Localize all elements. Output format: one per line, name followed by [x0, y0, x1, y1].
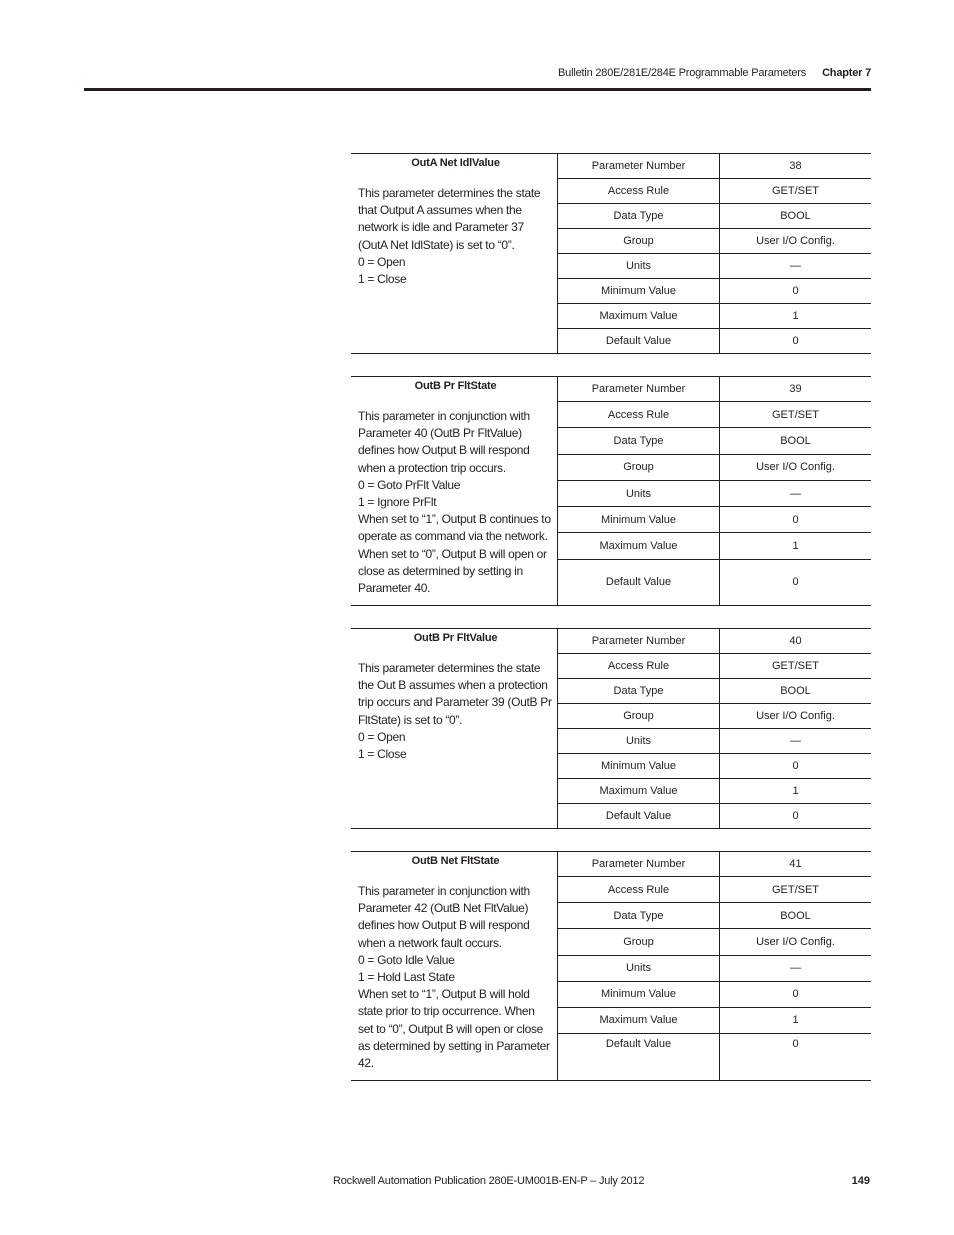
- row-value: BOOL: [720, 679, 872, 704]
- row-value: 1: [720, 304, 872, 329]
- row-label: Units: [558, 480, 720, 506]
- description-line: when a protection trip occurs.: [358, 460, 506, 475]
- description-line: when a network fault occurs.: [358, 935, 502, 950]
- description-line: operate as command via the network.: [358, 529, 548, 544]
- parameter-table: [351, 376, 871, 606]
- description-line: 0 = Goto Idle Value: [358, 952, 455, 967]
- description-line: that Output A assumes when the: [358, 203, 522, 218]
- description-line: When set to “1”, Output B continues to: [358, 512, 551, 527]
- row-label: Default Value: [558, 559, 720, 606]
- header-chapter: Chapter 7: [822, 67, 871, 79]
- row-label: Units: [558, 254, 720, 279]
- row-label: Access Rule: [558, 654, 720, 679]
- row-value: —: [720, 729, 872, 754]
- description-line: 0 = Goto PrFlt Value: [358, 477, 461, 492]
- parameter-description: [358, 185, 553, 288]
- row-label: Minimum Value: [558, 981, 720, 1007]
- description-line: 0 = Open: [358, 729, 406, 744]
- page-number: 149: [851, 1175, 870, 1187]
- row-label: Access Rule: [558, 877, 720, 903]
- description-line: FltState) is set to “0”.: [358, 712, 463, 727]
- row-value: User I/O Config.: [720, 929, 872, 955]
- description-line: 1 = Ignore PrFlt: [358, 495, 437, 510]
- row-value: 38: [789, 160, 802, 172]
- row-value: 1: [720, 533, 872, 559]
- description-line: state prior to trip occurrence. When: [358, 1004, 535, 1019]
- row-value: 1: [720, 1007, 872, 1033]
- row-label: Minimum Value: [558, 279, 720, 304]
- header-rule: [84, 88, 871, 91]
- row-value: —: [720, 480, 872, 506]
- description-line: When set to “1”, Output B will hold: [358, 987, 530, 1002]
- row-label: Parameter Number: [558, 154, 720, 179]
- description-line: 0 = Open: [358, 254, 406, 269]
- row-value: —: [720, 254, 872, 279]
- description-line: the Out B assumes when a protection: [358, 678, 548, 693]
- description-line: 42.: [358, 1056, 374, 1071]
- parameter-description-cell: [351, 377, 558, 606]
- row-label: Maximum Value: [558, 533, 720, 559]
- description-line: This parameter in conjunction with: [358, 884, 530, 898]
- description-line: This parameter determines the state: [358, 186, 541, 200]
- parameter-name: OutB Pr FltValue: [413, 632, 498, 644]
- row-label: Data Type: [558, 903, 720, 929]
- row-value: GET/SET: [720, 654, 872, 679]
- row-label: Parameter Number: [558, 629, 720, 654]
- parameter-description: [358, 408, 553, 597]
- running-header: [558, 67, 871, 79]
- parameter-table: [351, 628, 871, 829]
- row-label: Default Value: [558, 804, 720, 829]
- row-value: 0: [720, 1033, 872, 1080]
- row-label: Maximum Value: [558, 1007, 720, 1033]
- row-value: 0: [720, 329, 872, 354]
- parameter-table: [351, 851, 871, 1081]
- row-value: 40: [789, 635, 802, 647]
- parameter-name: OutB Pr FltState: [414, 380, 497, 392]
- description-line: (OutA Net IdlState) is set to “0”.: [358, 237, 515, 252]
- row-value: User I/O Config.: [720, 454, 872, 480]
- description-line: This parameter determines the state: [358, 661, 541, 675]
- row-label: Maximum Value: [558, 304, 720, 329]
- description-line: as determined by setting in Parameter: [358, 1038, 550, 1053]
- row-label: Group: [558, 454, 720, 480]
- row-label: Data Type: [558, 679, 720, 704]
- description-line: network is idle and Parameter 37: [358, 220, 524, 235]
- description-line: defines how Output B will respond: [358, 443, 530, 458]
- parameter-description: [358, 883, 553, 1072]
- description-line: This parameter in conjunction with: [358, 409, 530, 423]
- row-label: Group: [558, 704, 720, 729]
- row-label: Units: [558, 729, 720, 754]
- row-value: GET/SET: [720, 179, 872, 204]
- parameter-name: OutA Net IdlValue: [411, 157, 500, 169]
- row-label: Data Type: [558, 204, 720, 229]
- description-line: defines how Output B will respond: [358, 918, 530, 933]
- parameter-name: OutB Net FltState: [411, 855, 500, 867]
- row-value: GET/SET: [720, 402, 872, 428]
- row-value: 0: [720, 754, 872, 779]
- row-value: 39: [789, 383, 802, 396]
- row-value: BOOL: [720, 204, 872, 229]
- description-line: 1 = Close: [358, 747, 407, 762]
- description-line: 1 = Close: [358, 272, 407, 287]
- row-value: BOOL: [720, 903, 872, 929]
- row-value: User I/O Config.: [720, 704, 872, 729]
- row-label: Maximum Value: [558, 779, 720, 804]
- description-line: When set to “0”, Output B will open or: [358, 546, 547, 561]
- row-value: —: [720, 955, 872, 981]
- description-line: Parameter 40 (OutB Pr FltValue): [358, 426, 522, 441]
- description-line: 1 = Hold Last State: [358, 970, 455, 985]
- row-value: 0: [720, 507, 872, 533]
- parameter-description-cell: [351, 852, 558, 1081]
- description-line: trip occurs and Parameter 39 (OutB Pr: [358, 695, 552, 710]
- description-line: set to “0”, Output B will open or close: [358, 1021, 544, 1036]
- row-label: Default Value: [558, 1033, 720, 1080]
- row-value: 0: [720, 279, 872, 304]
- parameter-description-cell: [351, 629, 558, 829]
- row-value: 1: [720, 779, 872, 804]
- description-line: Parameter 42 (OutB Net FltValue): [358, 901, 529, 916]
- parameter-description-cell: [351, 154, 558, 354]
- row-label: Access Rule: [558, 402, 720, 428]
- row-value: BOOL: [720, 428, 872, 454]
- parameter-table: [351, 153, 871, 354]
- description-line: Parameter 40.: [358, 581, 431, 596]
- footer-publication: Rockwell Automation Publication 280E-UM001B-EN-P – July 2012: [333, 1175, 645, 1187]
- row-value: 0: [720, 981, 872, 1007]
- row-label: Default Value: [558, 329, 720, 354]
- row-label: Group: [558, 229, 720, 254]
- row-label: Units: [558, 955, 720, 981]
- row-label: Minimum Value: [558, 754, 720, 779]
- row-label: Group: [558, 929, 720, 955]
- row-label: Access Rule: [558, 179, 720, 204]
- row-label: Minimum Value: [558, 507, 720, 533]
- row-value: 0: [720, 804, 872, 829]
- row-value: 0: [720, 559, 872, 606]
- row-label: Data Type: [558, 428, 720, 454]
- description-line: close as determined by setting in: [358, 563, 523, 578]
- row-value: GET/SET: [720, 877, 872, 903]
- row-value: User I/O Config.: [720, 229, 872, 254]
- row-label: Parameter Number: [558, 377, 720, 402]
- row-label: Parameter Number: [558, 852, 720, 877]
- parameter-description: [358, 660, 553, 763]
- row-value: 41: [789, 858, 802, 871]
- header-title: Bulletin 280E/281E/284E Programmable Parameters: [558, 67, 807, 79]
